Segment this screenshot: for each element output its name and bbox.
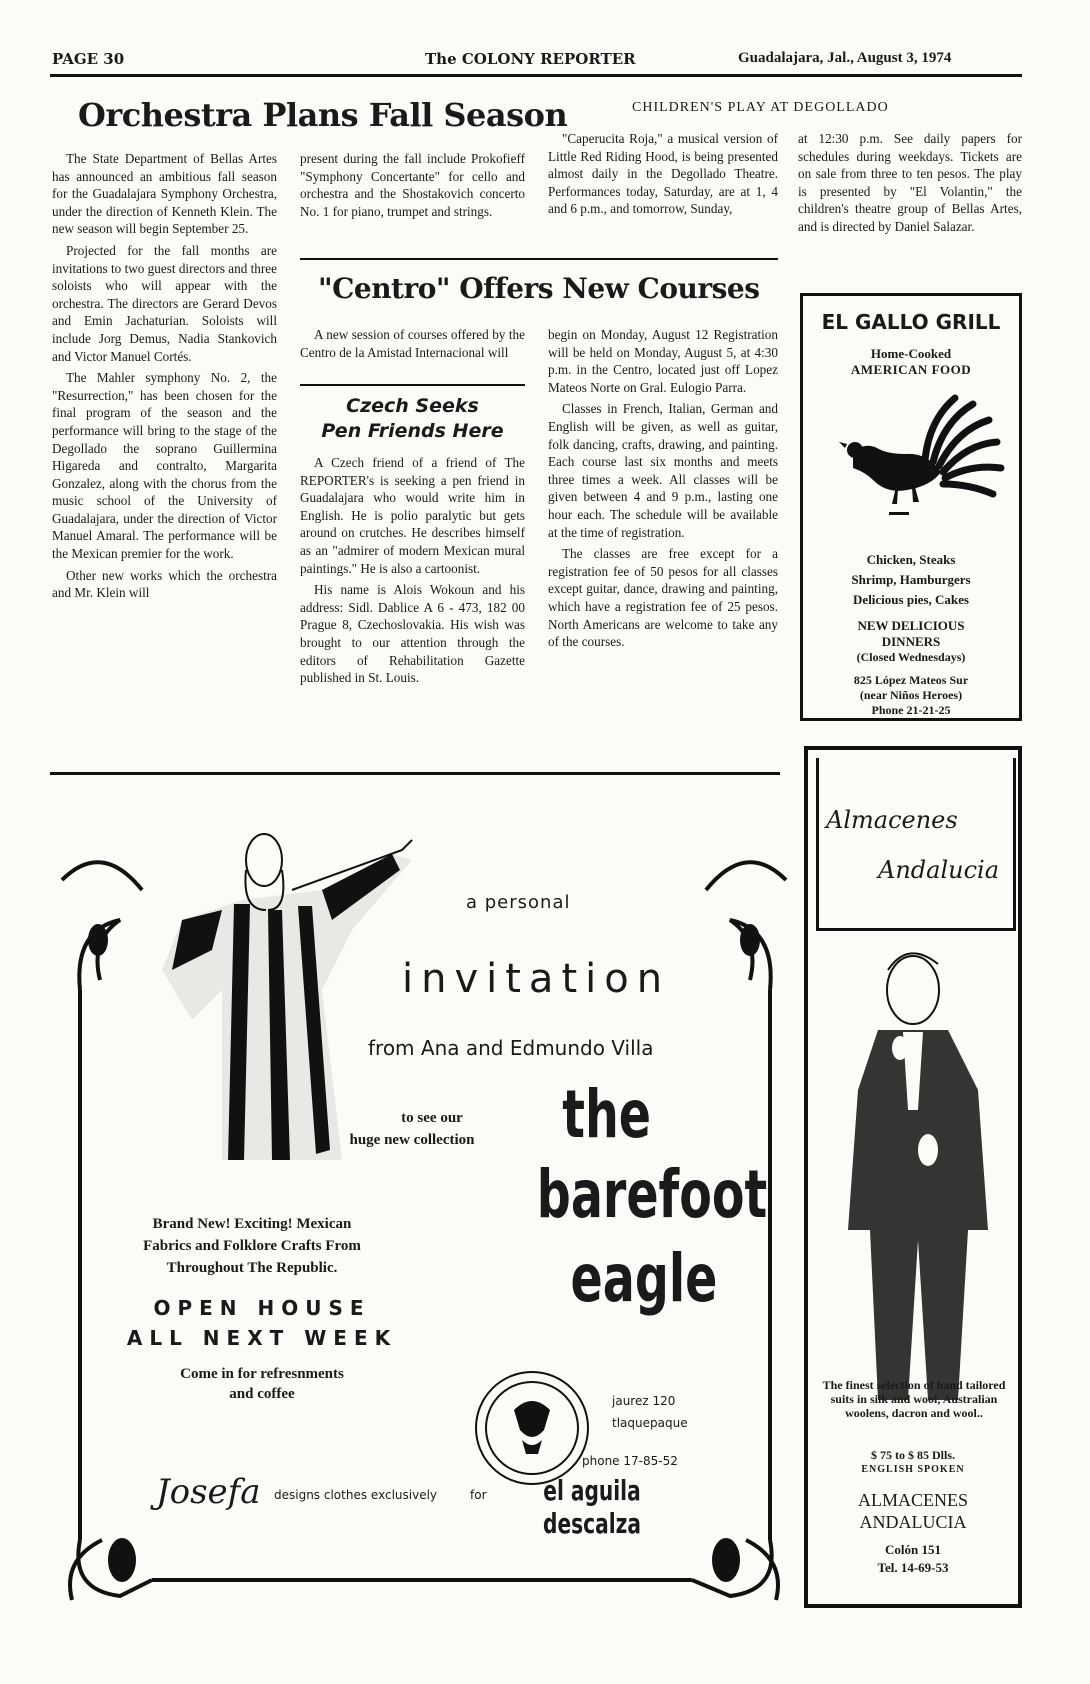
orchestra-para: Projected for the fall months are invitations to two guest directors and three soloists who will appear with the orchestra. The directors are Gerard Devos and Emin Jachaturian. Soloists will include Jorg Demus, Nadia Stankovich and Victor Manuel Cortés. <box>52 242 277 364</box>
childrens-play-col2 <box>798 130 1022 240</box>
barefoot-see2: huge new collection <box>349 1132 475 1148</box>
orchestra-col1 <box>52 150 277 606</box>
barefoot-brand2: Fabrics and Folklore Crafts From <box>143 1238 361 1254</box>
rooster-illustration <box>803 392 1019 542</box>
barefoot-word-text: barefoot <box>536 1156 768 1233</box>
gallo-menu2: Shrimp, Hamburgers <box>851 572 971 587</box>
centro-para: The classes are free except for a registration fee of 50 pesos for all classes except guitar, dance, drawing and painting, which have a registration fee of 25 pesos. North Americans are welcome to take any of the courses. <box>548 546 778 650</box>
gallo-sub1: Home-Cooked <box>870 346 952 361</box>
gallo-dinners1: NEW DELICIOUS <box>857 618 965 633</box>
barefoot-eagle-ad <box>52 820 796 1614</box>
childrens-play-headline: CHILDREN'S PLAY AT DEGOLLADO <box>632 100 889 115</box>
gallo-name: EL GALLO GRILL <box>821 310 1001 334</box>
almacenes-script1: Almacenes <box>826 806 958 834</box>
centro-col2 <box>548 326 778 655</box>
barefoot-addr1: jaurez 120 <box>612 1394 676 1408</box>
czech-para: A Czech friend of a friend of The REPORTER's is seeking a pen friend in Guadalajara who would write him in English. He is polio paralytic but gets around on crutches. He describes himself as an "admirer of modern Mexican mural paintings." He is also a cartoonist. <box>300 455 525 576</box>
barefoot-brand3: Throughout The Republic. <box>166 1260 338 1276</box>
almacenes-name1: ALMACENES <box>857 1490 968 1510</box>
gallo-menu3: Delicious pies, Cakes <box>853 592 969 607</box>
barefoot-see1: to see our <box>401 1110 463 1126</box>
man-suit-illustration <box>808 930 1018 1410</box>
childrens-play-para: "Caperucita Roja," a musical version of Little Red Riding Hood, is being presented almost daily in the Degollado Theatre. Performances today, Saturday, are at 1, 4 and 6 p.m., and tomorrow, Sunday, <box>548 131 778 217</box>
gallo-phone: Phone 21-21-25 <box>871 703 951 717</box>
almacenes-english: ENGLISH SPOKEN <box>861 1464 965 1475</box>
barefoot-come2: and coffee <box>229 1386 295 1402</box>
childrens-play-col1 <box>548 130 778 222</box>
centro-intro-para: A new session of courses offered by the Centro de la Amistad Internacional will <box>300 327 525 360</box>
orchestra-para: The Mahler symphony No. 2, the "Resurrection," has been chosen for the final program of the season and the performance will bring to the stage of the Degollado the soprano Guillermina Higareda and contralto, Margarita Gonzalez, along with the chorus from the music school of the University of Guadalajara, under the direction of Victor Manuel Amaral. The performance will be the Mexican premier for the work. <box>52 370 277 562</box>
childrens-play-para: at 12:30 p.m. See daily papers for schedules during weekdays. Tickets are on sale from three to ten pesos. The play is presented by "El Volantin," the children's theatre group of Bellas Artes, and is directed by Daniel Salazar. <box>798 131 1022 234</box>
almacenes-ad <box>804 746 1022 1608</box>
barefoot-eagle-text: eagle <box>570 1240 718 1317</box>
barefoot-personal: a personal <box>466 892 571 913</box>
gallo-menu1: Chicken, Steaks <box>866 552 956 567</box>
czech-headline-line1: Czech Seeks <box>346 395 479 417</box>
page-number: PAGE 30 <box>52 50 125 68</box>
barefoot-designs: designs clothes exclusively <box>274 1488 438 1502</box>
paper-name: The COLONY REPORTER <box>425 50 636 68</box>
barefoot-addr2: tlaquepaque <box>612 1416 688 1430</box>
orchestra-para: present during the fall include Prokofieff "Symphony Concertante" for cello and orchestra and the Shostakovich concerto No. 1 for piano, trumpet and strings. <box>300 151 525 219</box>
almacenes-script2: Andalucia <box>878 856 1000 884</box>
orchestra-para: Other new works which the orchestra and Mr. Klein will <box>52 567 277 601</box>
barefoot-brand1: Brand New! Exciting! Mexican <box>152 1216 352 1232</box>
almacenes-inner-frame <box>816 758 1016 931</box>
czech-top-rule <box>300 384 525 386</box>
czech-headline <box>300 394 525 444</box>
czech-headline-line2: Pen Friends Here <box>321 420 504 442</box>
centro-headline: "Centro" Offers New Courses <box>318 272 760 305</box>
orchestra-para: The State Department of Bellas Artes has announced an ambitious fall season for the Guadalajara Symphony Orchestra, under the direction of Kenneth Klein. The new season will begin September 25. <box>52 151 277 237</box>
barefoot-eagle <box>542 1240 732 1317</box>
orchestra-headline: Orchestra Plans Fall Season <box>78 96 568 134</box>
gallo-dinners2: DINNERS <box>881 634 941 649</box>
centro-intro <box>300 326 525 365</box>
almacenes-desc: The finest selection of hand tailored suits in silk and wool, Australian woolens, dacron and wool.. <box>822 1378 1006 1420</box>
czech-body <box>300 454 525 691</box>
barefoot-word <box>492 1156 768 1233</box>
gallo-closed: (Closed Wednesdays) <box>856 650 966 664</box>
almacenes-price: $ 75 to $ 85 Dlls. <box>871 1448 955 1462</box>
gallo-near: (near Niños Heroes) <box>859 688 963 702</box>
barefoot-josefa: Josefa <box>156 1472 261 1512</box>
barefoot-invitation: invitation <box>402 956 671 1002</box>
barefoot-aguila <box>462 1474 722 1540</box>
gallo-address: 825 López Mateos Sur <box>853 673 969 687</box>
barefoot-the <box>532 1076 682 1153</box>
barefoot-from: from Ana and Edmundo Villa <box>368 1036 654 1060</box>
centro-para: begin on Monday, August 12 Registration will be held on Monday, August 5, at 4:30 p.m. in the Centro, located just off Lopez Mateos Norte on Gral. Eulogio Parra. <box>548 327 778 395</box>
barefoot-open1: OPEN HOUSE <box>153 1296 371 1320</box>
articles-bottom-rule <box>50 772 780 775</box>
centro-para: Classes in French, Italian, German and English will be given, as well as guitar, folk dancing, crafts, drawing, and painting. Each course last six months and meets three times a week. All classes will be given between 4 and 9 p.m., lasting one hour each. The schedule will be available at the time of registration. <box>548 401 778 540</box>
orchestra-col2 <box>300 150 525 224</box>
czech-para: His name is Alois Wokoun and his address: Sidl. Dablice A 6 - 473, 182 00 Prague 8, Czechoslovakia. His wish was brought to our attention through the editors of Rehabilitation Gazette published in St. Louis. <box>300 582 525 686</box>
centro-top-rule <box>300 258 778 260</box>
gallo-grill-ad <box>800 293 1022 721</box>
barefoot-aguila-text: el aguila descalza <box>543 1474 641 1540</box>
barefoot-phone: phone 17-85-52 <box>582 1454 678 1468</box>
dateline: Guadalajara, Jal., August 3, 1974 <box>738 50 952 66</box>
barefoot-open2: ALL NEXT WEEK <box>126 1326 398 1350</box>
barefoot-for: for <box>470 1488 487 1502</box>
gallo-sub2: AMERICAN FOOD <box>850 362 972 377</box>
almacenes-tel: Tel. 14-69-53 <box>877 1560 949 1575</box>
almacenes-name2: ANDALUCIA <box>859 1512 967 1532</box>
almacenes-addr: Colón 151 <box>885 1542 941 1557</box>
barefoot-come1: Come in for refresnments <box>180 1366 344 1382</box>
barefoot-the-text: the <box>562 1076 652 1153</box>
masthead-rule <box>50 74 1022 77</box>
